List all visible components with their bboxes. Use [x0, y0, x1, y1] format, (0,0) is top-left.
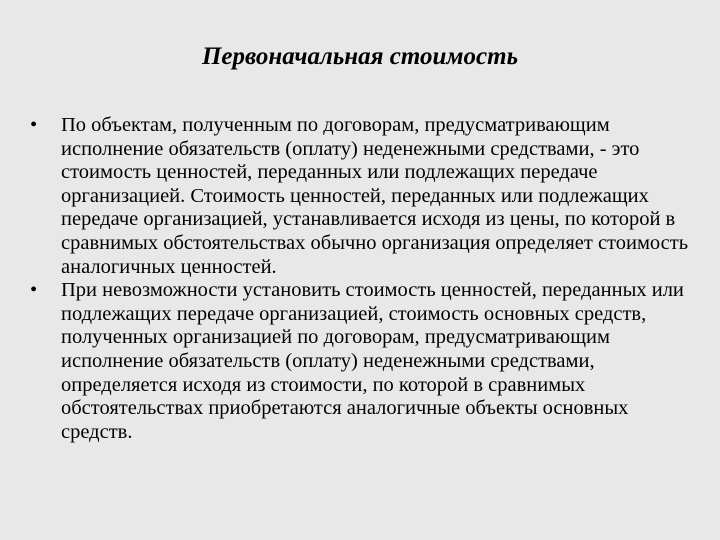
bullet-dot-icon: •: [30, 279, 38, 302]
bullet-dot-icon: •: [30, 114, 38, 136]
bullet-list: [30, 114, 702, 444]
bullet-item: [30, 279, 702, 444]
slide-title: Первоначальная стоимость: [201, 43, 519, 70]
bullet-text: По объектам, полученным по договорам, предусматривающим исполнение обязательств (оплату) неденежными средствами, - это стоимость ценностей, переданных или подлежащих передаче организацией. Стоимость ценностей, переданных или подлежащих передаче организацией, устанавливается исходя из цены, по которой в сравнимых обстоятельствах обычно организация определяет стоимость аналогичных ценностей.: [61, 114, 689, 278]
bullet-text: При невозможности установить стоимость ценностей, переданных или подлежащих передаче организацией, стоимость основных средств, полученных организацией по договорам, предусматривающим исполнение обязательств (оплату) неденежными средствами, определяется исходя из стоимости, по которой в сравнимых обстоятельствах приобретаются аналогичные объекты основных средств.: [61, 279, 684, 443]
bullet-item: [30, 114, 702, 279]
